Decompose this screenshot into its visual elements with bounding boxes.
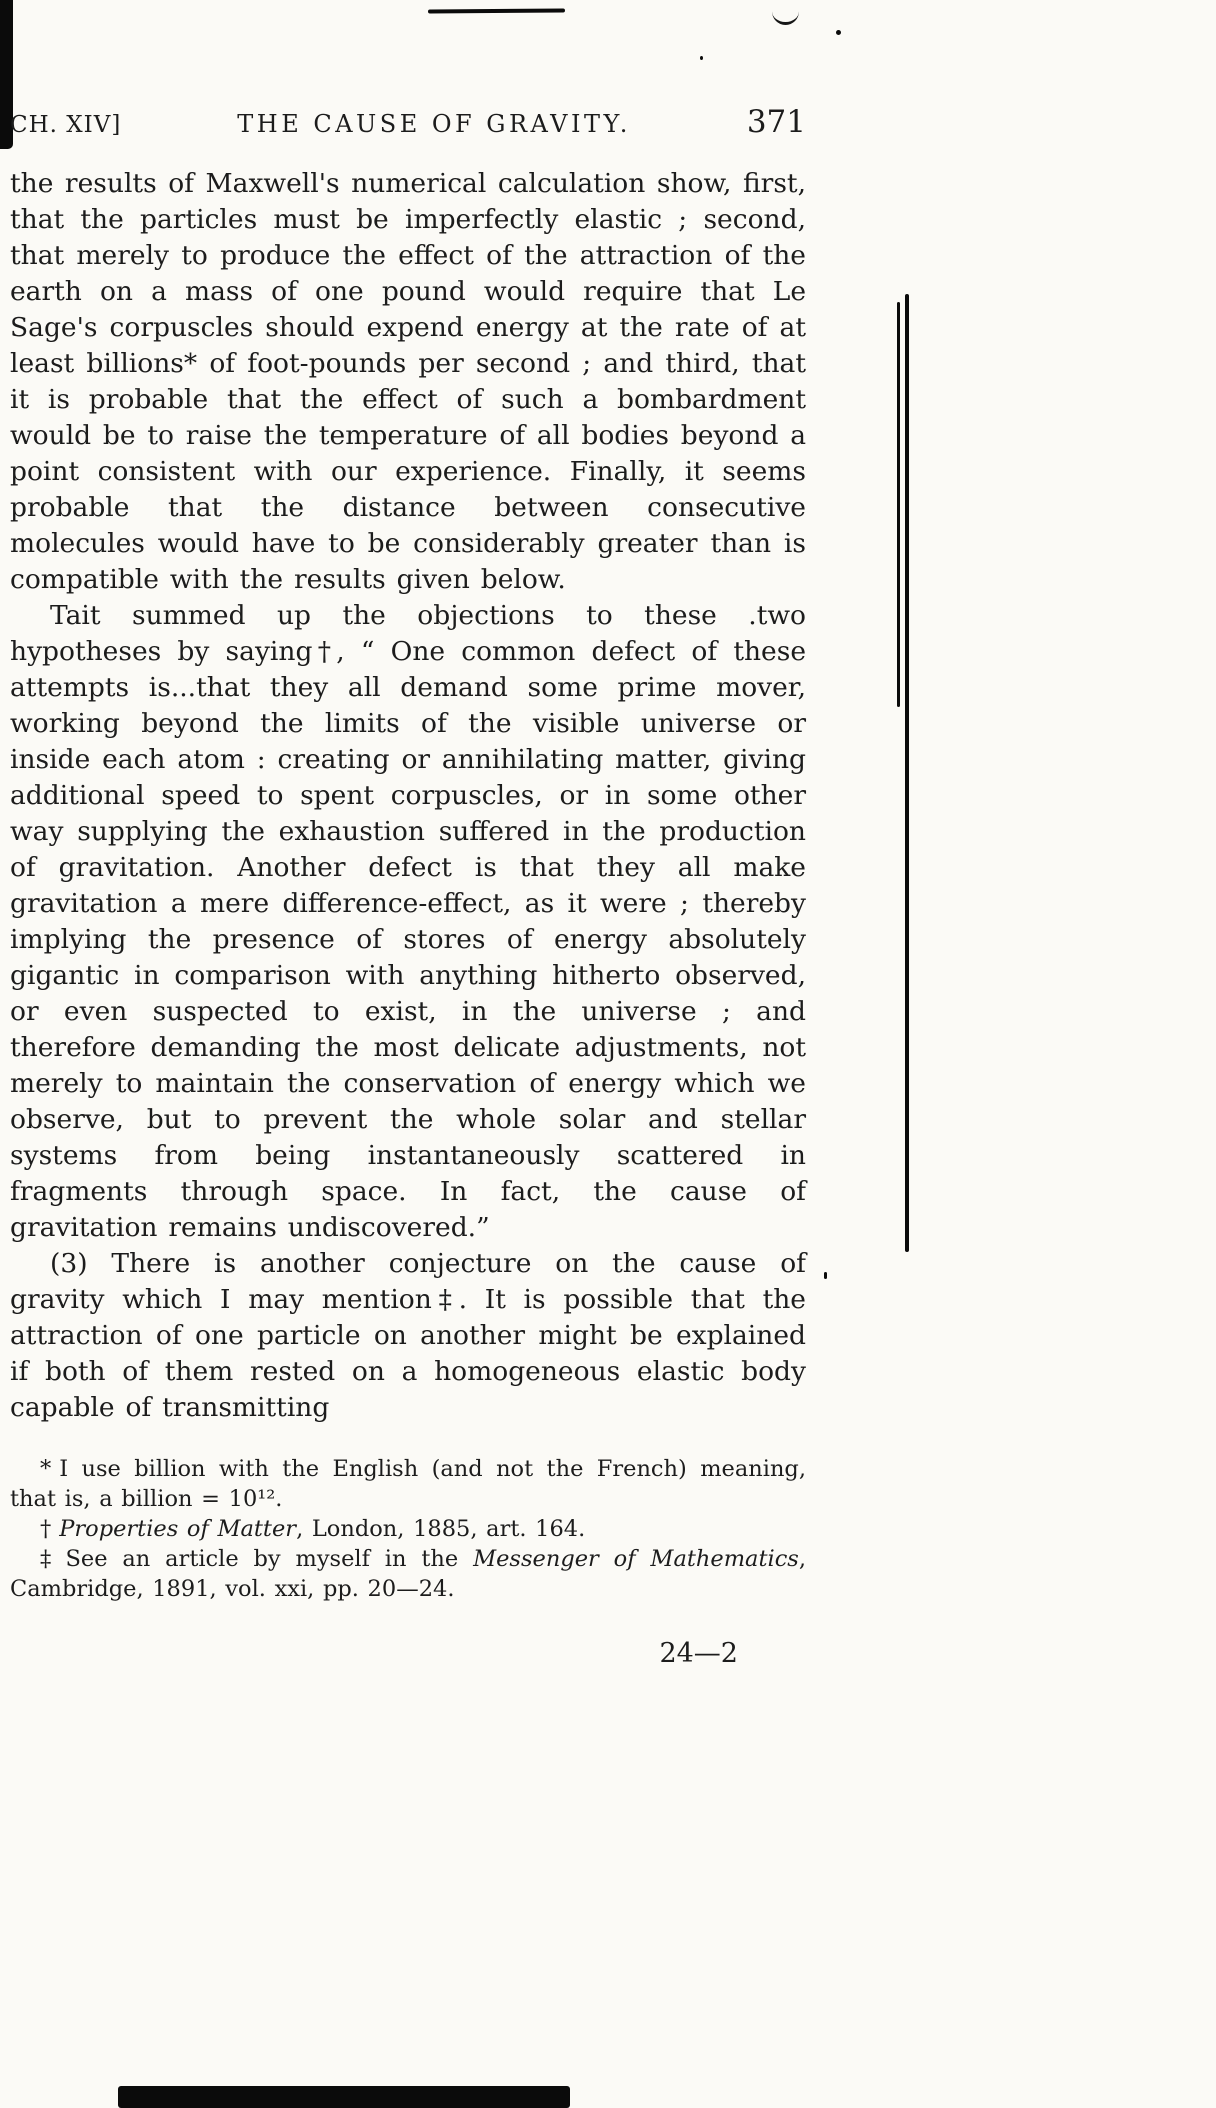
footnote-2-title: Properties of Matter [59,1516,297,1542]
footnote-3-marker: ‡ [40,1546,58,1572]
footnote-1 [10,1454,806,1514]
scan-artifact-right-line-short [897,302,900,707]
body-paragraph-3: (3) There is another conjecture on the cause of gravity which I may mention‡. It is possible that the attraction of one particle on another might be explained if both of them rested on a homogeneous elastic body capable of transmitting [10,1248,806,1423]
footnote-3-post: , Cambridge, 1891, vol. xxi, pp. 20—24. [10,1546,807,1602]
scan-artifact-speck-2 [700,56,703,60]
footnote-3 [10,1544,806,1604]
body-paragraph-1: the results of Maxwell's numerical calculation show, first, that the particles must be imperfectly elastic ; second, that merely to produce the effect of the attraction of the earth on a mass of one pound would require that Le Sage's corpuscles should expend energy at the rate of at least billions* of foot-pounds per second ; and third, that it is probable that the effect of such a bombardment would be to raise the temperature of all bodies beyond a point consistent with our experience. Finally, it seems probable that the distance between consecutive molecules would have to be considerably greater than is compatible with the results given below. [10,168,806,595]
running-head [10,104,806,140]
scan-artifact-squiggle [772,9,799,25]
chapter-label: CH. XIV] [10,112,122,138]
scan-artifact-top-line [428,9,565,14]
page-number: 371 [746,104,806,140]
page-content [10,104,806,1669]
footnote-1-text: I use billion with the English (and not the French) meaning, that is, a billion = 10¹². [10,1456,806,1512]
footnote-2-text: , London, 1885, art. 164. [296,1516,586,1542]
footnotes [10,1454,806,1604]
scan-artifact-speck-3 [824,1272,827,1279]
footnote-1-marker: * [40,1456,52,1482]
body-paragraph-2: Tait summed up the objections to these .two hypotheses by saying†, “ One common defect of these attempts is...that they all demand some prime mover, working beyond the limits of the visible universe or inside each atom : creating or annihilating matter, giving additional speed to spent corpuscles, or in some other way supplying the exhaustion suffered in the production of gravitation. Another defect is that they all make gravitation a mere difference-effect, as it were ; thereby implying the presence of stores of energy absolutely gigantic in comparison with anything hitherto observed, or even suspected to exist, in the universe ; and therefore demanding the most delicate adjustments, not merely to maintain the conservation of energy which we observe, but to prevent the whole solar and stellar systems from being instantaneously scattered in fragments through space. In fact, the cause of gravitation remains undiscovered.” [10,600,806,1243]
scan-artifact-bottom-bar [118,2086,570,2108]
scan-artifact-speck-1 [836,30,841,35]
body-text [10,166,806,1426]
footnote-3-title: Messenger of Mathematics [473,1546,799,1572]
footnote-2-marker: † [40,1516,52,1542]
page-title: THE CAUSE OF GRAVITY. [237,110,631,138]
footnote-2 [10,1514,806,1544]
footnote-3-pre: See an article by myself in the [65,1546,474,1572]
signature-mark: 24—2 [659,1638,738,1669]
scan-artifact-right-line-long [905,294,909,1252]
